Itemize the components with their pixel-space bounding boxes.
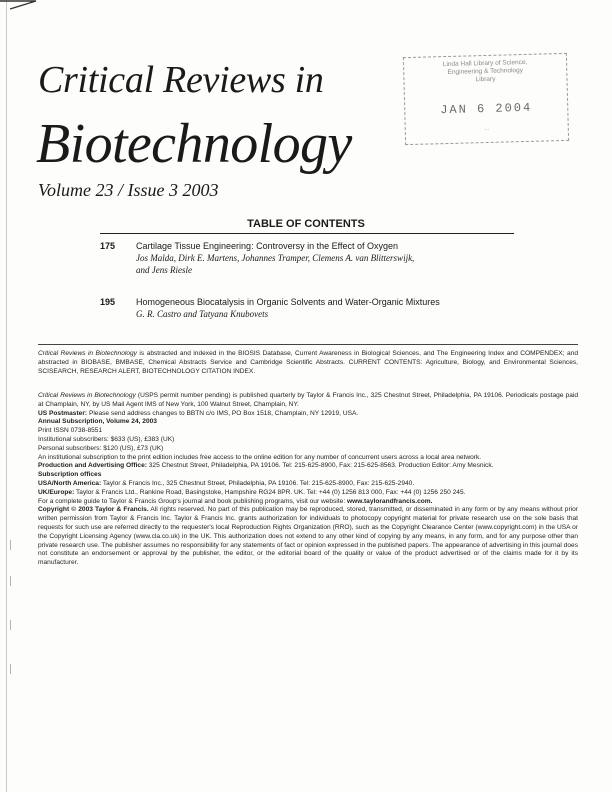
uk-office-text: Taylor & Francis Ltd., Rankine Road, Basingstoke, Hampshire RG24 8PR. UK. Tel: +44 (0) 1256 813 000, Fax: +44 (0) 1256 250 245.: [74, 488, 466, 496]
personal-rate: Personal subscribers: $120 (US), £73 (UK): [38, 444, 164, 452]
stamp-line1: Linda Hall Library of Science,: [442, 58, 528, 69]
stamp-line2: Engineering & Technology: [447, 67, 524, 76]
uk-office-label: UK/Europe:: [38, 488, 75, 496]
offices-label: Subscription offices: [38, 471, 102, 479]
toc-article-title: Homogeneous Biocatalysis in Organic Solvents and Water-Organic Mixtures: [136, 297, 440, 307]
stamp-line4: ...: [484, 125, 490, 133]
publication-notice: [38, 392, 578, 568]
production-text: 325 Chestnut Street, Philadelphia, PA 19106. Tel: 215-625-8900, Fax: 215-625-8563. Production Editor: Amy Mesnick.: [146, 462, 494, 470]
copyright-text: All rights reserved. No part of this publication may be reproduced, stored, transmitted, or disseminated in any form or by any means without prior written permission from Taylor & Francis Inc. Taylor & Francis Inc. grants authorization for individuals to photocopy copyright material for private research use on the sole basis that requests for such use are referred directly to the requester's local Reproduction Rights Organization (RRO), such as the Copyright Clearance Center (www.copyright.com) in the USA or the Copyright Licensing Agency (www.cla.co.uk) in the UK. This authorization does not extend to any other kind of copying by any means, in any form, and for any purpose other than private research use. The publisher assumes no responsibility for any statements of fact or opinion expressed in the published papers. The appearance of advertising in this journal does not constitute an endorsement or approval by the publisher, the editor, or the editorial board of the quality or value of the product advertised or of the claims made for it by its manufacturer.: [38, 506, 578, 567]
indexing-notice: [38, 350, 578, 376]
toc-divider: [100, 233, 514, 234]
toc-authors: Jos Malda, Dirk E. Martens, Johannes Tramper, Clemens A. van Blitterswijk,: [136, 253, 415, 263]
toc-entry: [100, 240, 520, 276]
print-issn: Print ISSN 0738-8551: [38, 427, 103, 435]
corner-staple-mark: [0, 0, 40, 14]
journal-name-ref: Critical Reviews in Biotechnology: [38, 392, 136, 399]
stamp-date: JAN 6 2004: [440, 100, 533, 118]
journal-name-ref: Critical Reviews in Biotechnology: [38, 350, 137, 357]
toc-authors: G. R. Castro and Tatyana Knubovets: [136, 309, 269, 319]
institutional-rate: Institutional subscribers: $633 (US), £383 (UK): [38, 435, 175, 443]
online-access-note: An institutional subscription to the print edition includes free access to the online edition for any number of concurrent users across a local area network.: [38, 453, 482, 461]
toc-page-number: 195: [100, 297, 116, 307]
toc-heading: TABLE OF CONTENTS: [247, 218, 365, 230]
website-link[interactable]: www.taylorandfrancis.com.: [347, 497, 433, 505]
scan-margin-marks: [10, 540, 12, 680]
library-receipt-stamp: [403, 53, 569, 145]
publication-text: (USPS permit number pending) is published quarterly by Taylor & Francis Inc., 325 Chestnut Street, Philadelphia, PA 19106. Periodicals postage paid at Champlain, NY, by US Mail Agent IMS of New York, 100 Walnut Street, Champlain, NY.: [38, 392, 578, 408]
toc-article-title: Cartilage Tissue Engineering: Controversy in the Effect of Oxygen: [136, 241, 398, 251]
volume-issue-line: Volume 23 / Issue 3 2003: [38, 180, 219, 200]
postmaster-label: US Postmaster:: [38, 409, 88, 417]
guide-text: For a complete guide to Taylor & Francis Group's journal and book publishing programs, visit our website:: [38, 497, 347, 505]
indexing-text: is abstracted and indexed in the BIOSIS Database, Current Awareness in Biological Sciences, and The Engineering Index and COMPENDEX; and abstracted in BIOBASE, BMBASE, Chemical Abstracts Service and Cambridge Scientific Abstracts. CURRENT CONTENTS: Agriculture, Biology, and Environmental Sciences, SCISEARCH, RESEARCH ALERT, BIOTECHNOLOGY CITATION INDEX.: [38, 350, 578, 375]
postmaster-text: Please send address changes to BBTN c/o IMS, PO Box 1518, Champlain, NY 12919, USA.: [87, 409, 359, 417]
toc-entry: [100, 296, 520, 320]
toc-authors-cont: and Jens Riesle: [136, 265, 192, 275]
toc-page-number: 175: [100, 241, 116, 251]
copyright-label: Copyright © 2003 Taylor & Francis.: [38, 506, 149, 514]
subscription-label: Annual Subscription, Volume 24, 2003: [38, 418, 157, 426]
journal-title-line1: Critical Reviews in: [38, 59, 324, 101]
production-label: Production and Advertising Office:: [38, 462, 147, 470]
usa-office-text: Taylor & Francis Inc., 325 Chestnut Street, Philadelphia, PA 19106. Tel: 215-625-8900, Fax: 215-625-2940.: [101, 479, 415, 487]
journal-title-line2: Biotechnology: [36, 113, 352, 175]
usa-office-label: USA/North America:: [38, 479, 102, 487]
stamp-line3: Library: [475, 75, 496, 84]
scan-edge: [6, 0, 7, 792]
section-divider: [38, 344, 578, 345]
